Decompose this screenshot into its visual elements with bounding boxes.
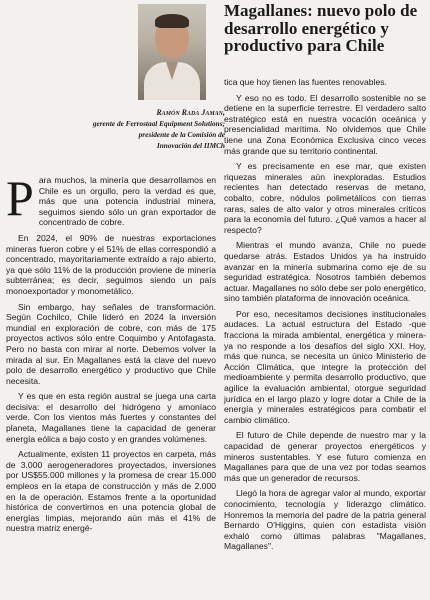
author-role-2: presidente de la Comisión de <box>138 130 225 139</box>
paragraph: Llegó la hora de agregar valor al mundo, exportar conocimiento, tecnología y liderazgo climático. Honremos la memoria del padre de la patria general Bernardo O'Higgins, quien con estadista visión exhaló como últimas palabras "Magallanes, Magallanes". <box>224 488 426 552</box>
paragraph <box>6 170 216 228</box>
paragraph: Actualmente, existen 11 proyectos en carpeta, más de 3.000 aerogeneradores proyectados, inversiones por US$55.000 millones y la promesa de crear 15.000 empleos en la etapa de construcción y más de 2.000 en la de operación. Estamos frente a la oportunidad histórica de convertirnos en una potencia global de energías limpias, mejorando aún más el 41% de nuestra matriz energé- <box>6 449 216 534</box>
paragraph: Y es precisamente en ese mar, que existen riquezas minerales aún inexploradas. Estudios recientes han detectado reservas de metano, cobalto, cobre, nódulos polimetálicos con tierras raras, sales de alto valor y otros minerales críticos para la economía del futuro. ¿Qué vamos a hacer al respecto? <box>224 161 426 235</box>
paragraph: Y eso no es todo. El desarrollo sostenible no se detiene en la superficie terrestre. El verdadero salto estratégico está en nuestra vocación oceánica y presencialidad marítima. No olvidemos que Chile tiene una Zona Económica Exclusiva cinco veces más grande que su territorio continental. <box>224 92 426 156</box>
drop-cap: P <box>6 170 34 226</box>
paragraph: En 2024, el 90% de nuestras exportaciones mineras fueron cobre y el 51% de ellas correspondió a concentrado, mayoritariamente extraído a rajo abierto, ya que sólo 11% de la producción proviene de minería subterránea; es decir, seguimos siendo un país monoexportador y monometálico. <box>6 232 216 296</box>
author-role-3: Innovación del IIMCh <box>156 141 225 150</box>
paragraph: El futuro de Chile depende de nuestro mar y la capacidad de generar proyectos energéticos y mineros sustentables. Y ese futuro comienza en Magallanes para que de una vez por todas seamos más que un generador de recursos. <box>224 430 426 483</box>
paragraph: Por eso, necesitamos decisiones institucionales audaces. La actual estructura del Estado -que fracciona la mirada ambiental, energética y minera- ya no responde a los desafíos del siglo XXI. Hoy, más que nunca, se necesita un único Ministerio de Acción Climática, que integre la protección del medioambiente y permita desarrollo productivo, que agilice la evaluación ambiental, otorgue seguridad jurídica en el largo plazo y logre dotar a Chile de la energía y minerales estratégicos para combatir el cambio climático. <box>224 308 426 425</box>
author-photo <box>138 4 206 100</box>
article-headline <box>224 2 426 55</box>
headline-rest: nuevo polo de desarrollo energético y productivo para Chile <box>224 1 418 55</box>
author-name: Ramón Rada Jaman, <box>156 108 225 117</box>
paragraph: Sin embargo, hay señales de transformación. Según Cochilco, Chile lideró en 2024 la inversión mundial en exploración de cobre, con más de 175 proyectos activos sólo entre Coquimbo y Antofagasta. Pero no basta con mirar al norte. Debemos volver la mirada al sur. En Magallanes está la clave del nuevo polo de desarrollo energético y productivo que Chile necesita. <box>6 301 216 386</box>
paragraph-text: ara muchos, la minería que desarrollamos en Chile es un orgullo, pero la verdad es que, más que una potencia industrial minera, seguimos siendo sólo un gran exportador de concentrado de cobre. <box>38 175 216 228</box>
author-role-1: gerente de Ferrostaal Equipment Solutions; <box>92 119 225 128</box>
paragraph: Y es que en esta región austral se juega una carta decisiva: el desarrollo del hidrógeno y amoníaco verde. Con los vientos más fuertes y constantes del planeta, Magallanes tiene la capacidad de generar energía eólica a bajo costo y en grandes volúmenes. <box>6 391 216 444</box>
paragraph: tica que hoy tienen las fuentes renovables. <box>224 77 387 87</box>
article-column-right <box>224 77 426 557</box>
article-column-left <box>6 170 216 539</box>
headline-bold: Magallanes: <box>224 1 313 20</box>
paragraph: Mientras el mundo avanza, Chile no puede quedarse atrás. Estados Unidos ya ha instruido avanzar en la minería submarina como eje de su seguridad estratégica. Nosotros también debemos actuar. Magallanes no sólo debe ser polo energético, sino también plataforma de innovación oceánica. <box>224 240 426 304</box>
author-hair <box>155 14 189 28</box>
author-caption <box>50 107 225 151</box>
